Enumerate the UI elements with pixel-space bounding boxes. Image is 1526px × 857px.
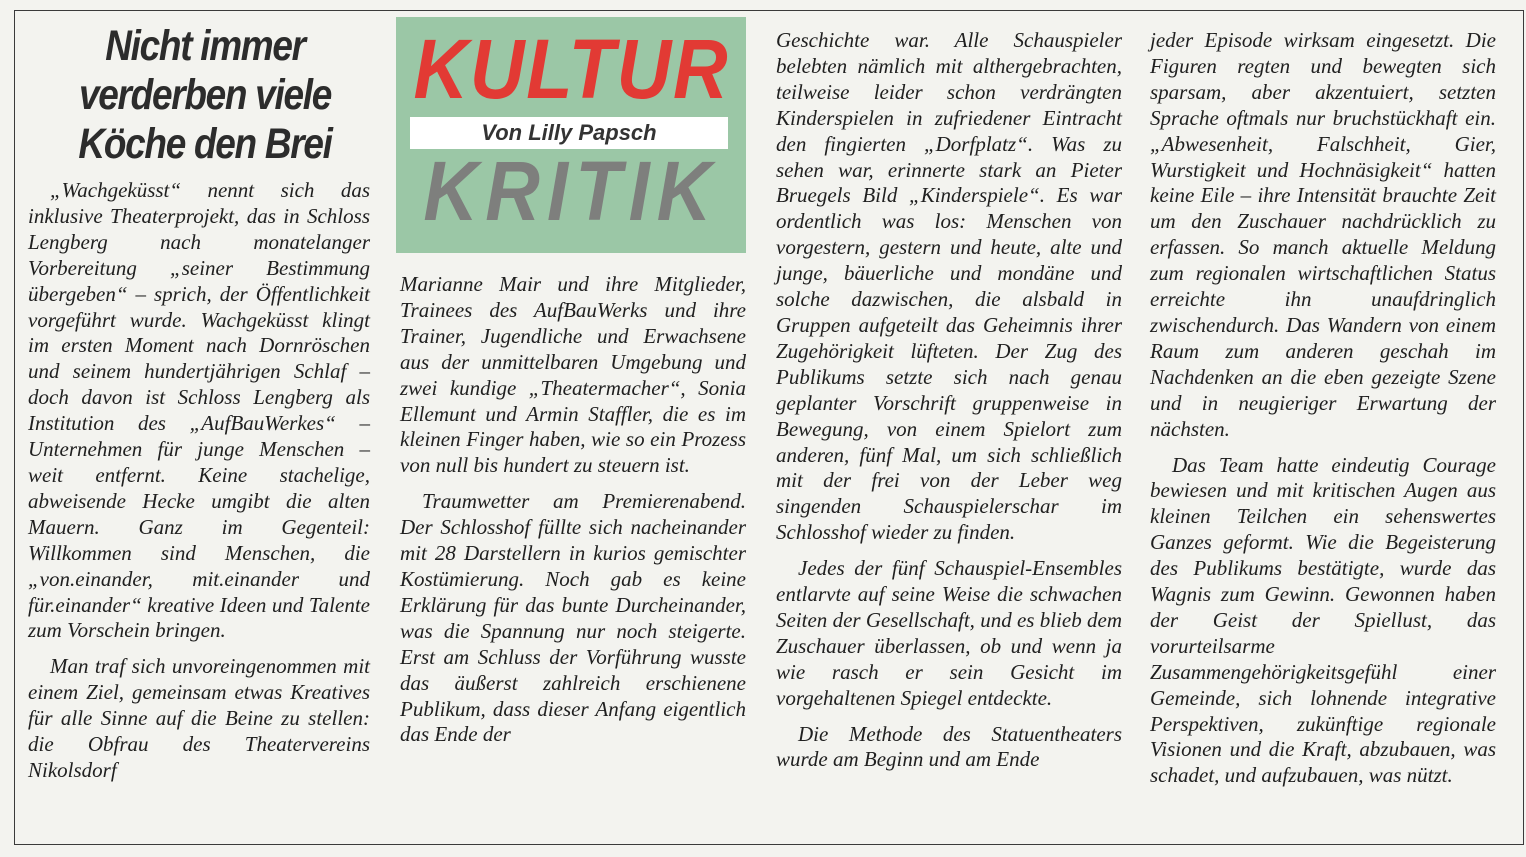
paragraph: „Wachgeküsst“ nennt sich das inklusive Theaterprojekt, das in Schloss Lengberg nach monatelanger Vorbereitung „seiner Bestimmung übergeben“ – sprich, der Öffentlichkeit vorgeführt wurde. Wachgeküsst klingt im ersten Moment nach Dornröschen und seinem hundertjährigen Schlaf – doch davon ist Schloss Lengberg als Institution des „AufBauWerkes“ – Unternehmen für junge Menschen – weit entfernt. Keine stachelige, abweisende Hecke umgibt die alten Mauern. Ganz im Gegenteil: Willkommen sind Menschen, die „von.einander, mit.einander und für.einander“ kreative Ideen und Talente zum Vorschein bringen. [28,178,370,643]
paragraph: Traumwetter am Premierenabend. Der Schlosshof füllte sich nacheinander mit 28 Darstellern in kurios gemischter Kostümierung. Noch gab es keine Erklärung für das bunte Durcheinander, was die Spannung nur noch steigerte. Erst am Schluss der Vorführung wusste das äußerst zahlreich erschienene Publikum, dass dieser Anfang eigentlich das Ende der [400,489,746,747]
headline-line-2: verderben viele [78,71,331,119]
article-column-1 [28,178,370,784]
headline [63,22,347,169]
paragraph: Marianne Mair und ihre Mitglieder, Trainees des AufBauWerks und ihre Trainer, Jugendliche und Erwachsene aus der unmittelbaren Umgebung und zwei kundige „Theatermacher“, Sonia Ellemunt und Armin Staffler, die es im kleinen Finger haben, wie so ein Prozess von null bis hundert zu steuern ist. [400,272,746,478]
author-byline: Von Lilly Papsch [481,120,657,145]
headline-line-1: Nicht immer [105,22,305,70]
paragraph: jeder Episode wirksam eingesetzt. Die Figuren regten und bewegten sich sparsam, aber akzentuiert, setzten Sprache oftmals nur bruchstückhaft ein. „Abwesenheit, Falschheit, Gier, Wurstigkeit und Hochnäsigkeit“ hatten keine Eile – ihre Intensität brauchte Zeit um den Zuschauer nachdrücklich zu erfassen. So manch aktuelle Meldung zum regionalen wirtschaftlichen Status erreichte ihn unaufdringlich zwischendurch. Das Wandern von einem Raum zum anderen geschah im Nachdenken an die eben gezeigte Szene und in neugieriger Erwartung der nächsten. [1150,28,1496,441]
kulturkritik-logo-box [396,17,746,253]
paragraph: Man traf sich unvoreingenommen mit einem Ziel, gemeinsam etwas Kreatives für alle Sinne auf die Beine zu stellen: die Obfrau des Theatervereins Nikolsdorf [28,654,370,782]
headline-line-3: Köche den Brei [78,120,332,168]
paragraph: Die Methode des Statuentheaters wurde am Beginn und am Ende [776,721,1122,772]
paragraph: Das Team hatte eindeutig Courage bewiesen und mit kritischen Augen aus kleinen Teilchen ein sehenswertes Ganzes geformt. Wie die Begeisterung des Publikums bestätigte, wurde das Wagnis zum Gewinn. Gewonnen haben der Geist der Spiellust, das vorurteilsarme Zusammengehörigkeitsgefühl einer Gemeinde, sich lohnende integrative Perspektiven, zukünftige regionale Visionen und die Kraft, abzubauen, was schadet, und aufzubauen, was nützt. [1150,452,1496,788]
paragraph: Jedes der fünf Schauspiel-Ensembles entlarvte auf seine Weise die schwachen Seiten der Gesellschaft, und es blieb dem Zuschauer überlassen, ob und wenn ja wie rasch er sein Gesicht im vorgehaltenen Spiegel entdeckte. [776,556,1122,710]
article-column-3 [776,28,1122,773]
paragraph: Geschichte war. Alle Schauspieler belebten nämlich mit althergebrachten, teilweise leider schon verdrängten Kinderspielen in zufriedener Eintracht den fingierten „Dorfplatz“. Was zu sehen war, erinnerte stark an Pieter Bruegels Bild „Kinderspiele“. Es war ordentlich was los: Menschen von vorgestern, gestern und heute, alte und junge, bäuerliche und mondäne und solche dazwischen, die alsbald in Gruppen aufgeteilt das Geheimnis ihrer Zugehörigkeit lüfteten. Der Zug des Publikums setzte sich nach genau geplanter Vorschrift gruppenweise in Bewegung, von einem Spielort zum anderen, fünf Mal, um sich schließlich mit der frei von der Leber weg singenden Schauspielerschar im Schlosshof wieder zu finden. [776,28,1122,545]
section-title-kultur: KULTUR [413,22,730,116]
section-title-kritik: KRITIK [423,144,719,238]
article-column-2 [400,272,746,748]
article-column-4 [1150,28,1496,789]
